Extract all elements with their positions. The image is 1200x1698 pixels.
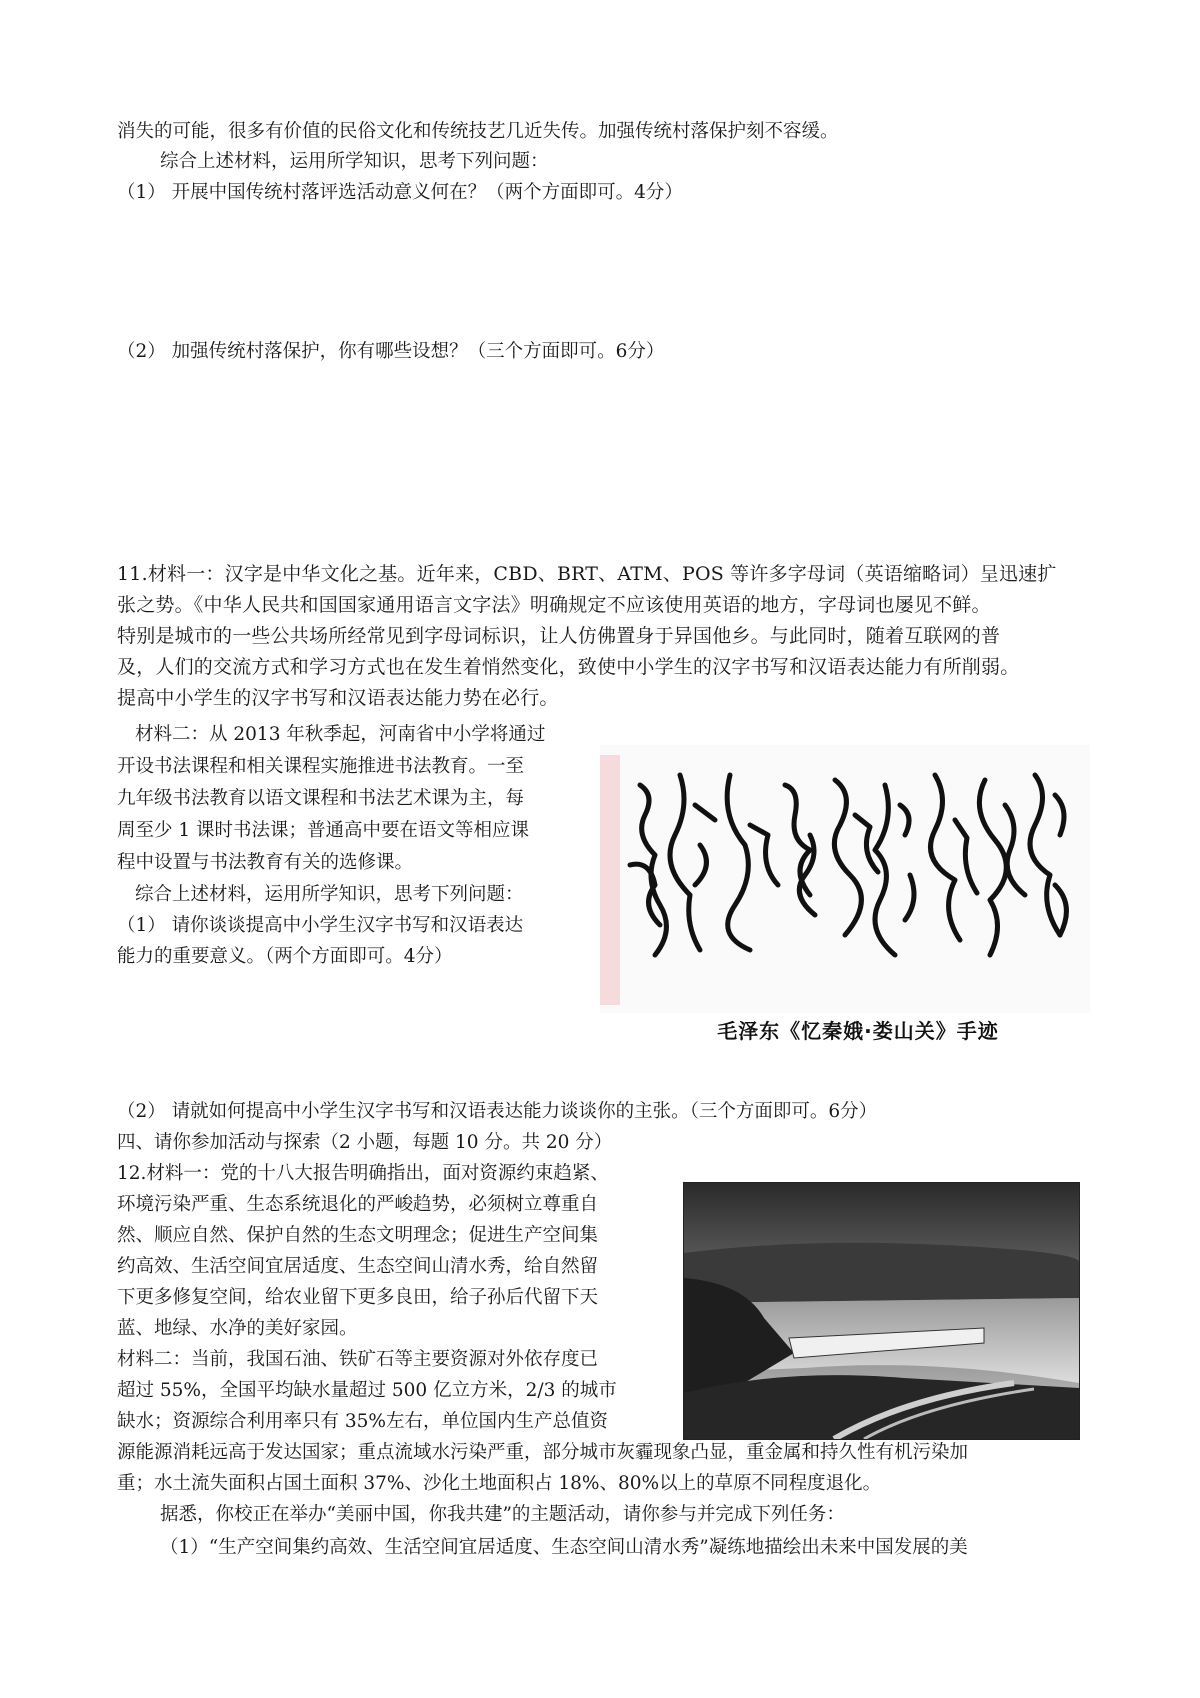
- q11-material1-line: 提高中小学生的汉字书写和汉语表达能力势在必行。: [117, 687, 559, 709]
- q11-material1-line: 特别是城市的一些公共场所经常见到字母词标识，让人仿佛置身于异国他乡。与此同时，随着互联网的普: [117, 625, 1001, 647]
- q12-material1-line: 然、顺应自然、保护自然的生态文明理念；促进生产空间集: [117, 1225, 599, 1246]
- section10-question-1: （1） 开展中国传统村落评选活动意义何在？（两个方面即可。4分）: [117, 182, 683, 203]
- q11-question-1-line: 能力的重要意义。（两个方面即可。4分）: [117, 946, 453, 967]
- section10-prompt: 综合上述材料，运用所学知识，思考下列问题：: [160, 151, 549, 172]
- q11-material1-line: 11.材料一：汉字是中华文化之基。近年来，CBD、BRT、ATM、POS 等许多字母词（英语缩略词）呈迅速扩: [117, 563, 1057, 585]
- q11-prompt: 综合上述材料，运用所学知识，思考下列问题：: [135, 884, 524, 905]
- q12-material1-line: 12.材料一：党的十八大报告明确指出，面对资源约束趋紧、: [117, 1163, 609, 1184]
- q12-context: 据悉，你校正在举办“美丽中国，你我共建”的主题活动，请你参与并完成下列任务：: [160, 1504, 845, 1525]
- q11-material2-line: 开设书法课程和相关课程实施推进书法教育。一至: [117, 756, 525, 777]
- q11-material2-line: 九年级书法教育以语文课程和书法艺术课为主，每: [117, 788, 525, 809]
- q11-material1-line: 张之势。《中华人民共和国国家通用语言文字法》明确规定不应该使用英语的地方，字母词也屡见不鲜。: [117, 594, 991, 616]
- q12-material2-line: 超过 55%，全国平均缺水量超过 500 亿立方米，2/3 的城市: [117, 1380, 617, 1401]
- q12-material1-line: 蓝、地绿、水净的美好家园。: [117, 1318, 358, 1339]
- q12-material1-line: 下更多修复空间，给农业留下更多良田，给子孙后代留下天: [117, 1287, 599, 1308]
- q11-question-1-line: （1） 请你谈谈提高中小学生汉字书写和汉语表达: [117, 915, 524, 936]
- q12-material1-line: 约高效、生活空间宜居适度、生态空间山清水秀，给自然留: [117, 1256, 599, 1277]
- q11-material1-line: 及，人们的交流方式和学习方式也在发生着悄然变化，致使中小学生的汉字书写和汉语表达能力有所削弱。: [117, 656, 1020, 678]
- section10-intro-tail: 消失的可能，很多有价值的民俗文化和传统技艺几近失传。加强传统村落保护刻不容缓。: [117, 121, 839, 142]
- q11-material2-line: 程中设置与书法教育有关的选修课。: [117, 852, 414, 873]
- calligraphy-image: [600, 745, 1090, 1013]
- q11-material2-line: 材料二：从 2013 年秋季起，河南省中小学将通过: [135, 724, 546, 745]
- q12-material2-line: 源能源消耗远高于发达国家；重点流域水污染严重，部分城市灰霾现象凸显，重金属和持久性有机污染加: [117, 1442, 969, 1463]
- q11-question-2: （2） 请就如何提高中小学生汉字书写和汉语表达能力谈谈你的主张。（三个方面即可。6分）: [117, 1101, 878, 1122]
- section10-question-2: （2） 加强传统村落保护，你有哪些设想？（三个方面即可。6分）: [117, 341, 665, 362]
- dam-landscape-photo: [683, 1182, 1080, 1440]
- q12-material1-line: 环境污染严重、生态系统退化的严峻趋势，必须树立尊重自: [117, 1194, 599, 1215]
- calligraphy-caption: 毛泽东《忆秦娥·娄山关》手迹: [717, 1019, 999, 1043]
- section4-heading: 四、请你参加活动与探索（2 小题，每题 10 分。共 20 分）: [117, 1132, 613, 1153]
- q12-material2-line: 缺水；资源综合利用率只有 35%左右，单位国内生产总值资: [117, 1411, 609, 1432]
- q12-material2-line: 材料二：当前，我国石油、铁矿石等主要资源对外依存度已: [117, 1349, 599, 1370]
- q12-material2-line: 重；水土流失面积占国土面积 37%、沙化土地面积占 18%、80%以上的草原不同程度退化。: [117, 1473, 882, 1494]
- q12-task-1: （1）“生产空间集约高效、生活空间宜居适度、生态空间山清水秀”凝练地描绘出未来中国发展的美: [160, 1537, 968, 1558]
- q11-material2-line: 周至少 1 课时书法课；普通高中要在语文等相应课: [117, 820, 530, 841]
